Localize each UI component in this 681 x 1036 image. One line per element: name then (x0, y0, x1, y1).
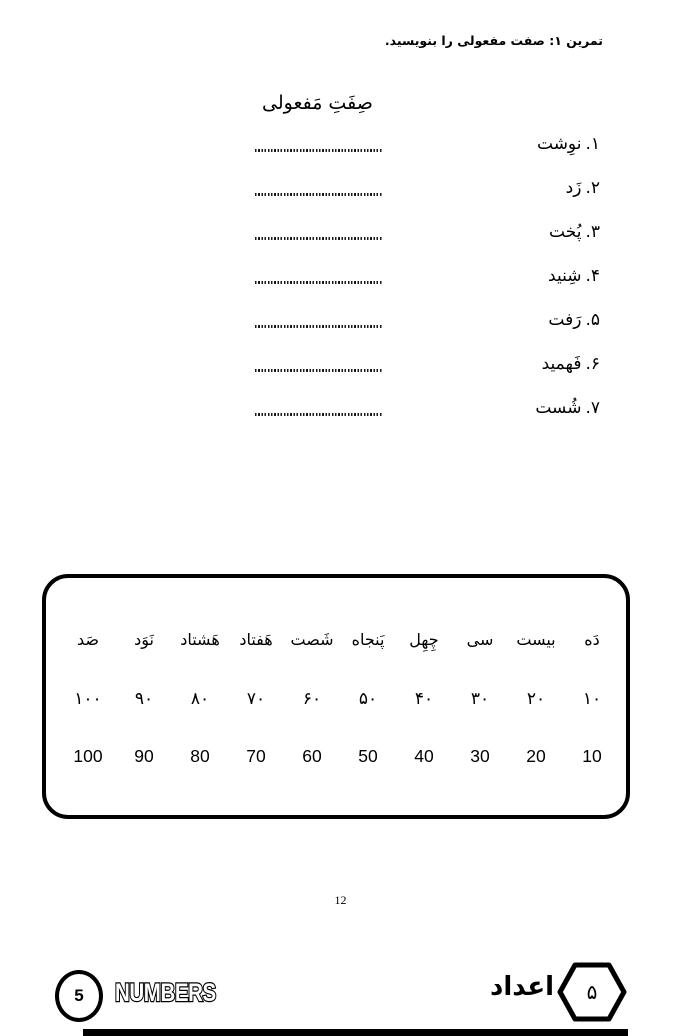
answer-blank-row (255, 134, 383, 178)
table-row-persian-words (60, 610, 620, 670)
verb-list (460, 134, 600, 442)
dotted-answer-line[interactable] (255, 369, 383, 372)
answer-blank-row (255, 266, 383, 310)
section-number-fa-wrapper (557, 962, 627, 1022)
table-cell: شَصت (290, 630, 334, 649)
table-cell: چِهِل (409, 630, 439, 649)
answer-blank-row (255, 178, 383, 222)
table-cell: 70 (246, 746, 266, 766)
table-cell: ۵۰ (358, 688, 378, 709)
table-cell: بیست (516, 630, 556, 649)
numbers-table (46, 578, 634, 823)
list-item (460, 398, 600, 442)
section-title-english: NUMBERS (115, 979, 216, 1007)
list-item-number: ۱. (585, 134, 600, 154)
dotted-answer-line[interactable] (255, 149, 383, 152)
list-item-verb: رَفت (548, 310, 582, 330)
list-item-verb: پُخت (549, 222, 582, 242)
section-title-persian: اعداد (490, 972, 554, 1002)
table-cell: ۷۰ (246, 688, 266, 709)
table-cell: ۹۰ (134, 688, 154, 709)
list-item (460, 134, 600, 178)
page-number: 12 (334, 893, 347, 907)
table-cell: 50 (358, 746, 378, 766)
table-cell: 60 (302, 746, 322, 766)
section-number-en: 5 (74, 986, 84, 1005)
list-item (460, 310, 600, 354)
list-item-verb: شِنید (548, 266, 582, 286)
table-cell: ۶۰ (302, 688, 322, 709)
answer-blank-row (255, 222, 383, 266)
list-item (460, 266, 600, 310)
dotted-answer-line[interactable] (255, 413, 383, 416)
dotted-answer-line[interactable] (255, 281, 383, 284)
answer-blank-row (255, 398, 383, 442)
list-item-number: ۲. (585, 178, 600, 198)
answer-column-heading: صِفَتِ مَفعولی (262, 92, 373, 114)
table-cell: هَفتاد (239, 630, 273, 649)
answer-blank-row (255, 354, 383, 398)
table-cell: صَد (77, 630, 99, 649)
list-item-number: ۳. (585, 222, 600, 242)
dotted-answer-line[interactable] (255, 193, 383, 196)
table-cell: 100 (73, 746, 103, 766)
table-cell: 10 (582, 746, 602, 766)
answer-blank-list (255, 134, 383, 442)
table-row-persian-numerals (60, 670, 620, 728)
table-cell: ۴۰ (414, 688, 434, 709)
section-divider-rule (83, 1029, 628, 1036)
table-cell: نَوَد (134, 630, 154, 649)
table-cell: 80 (190, 746, 210, 766)
list-item-number: ۷. (585, 398, 600, 418)
table-row-western-numerals (60, 728, 620, 786)
list-item (460, 222, 600, 266)
list-item (460, 178, 600, 222)
section-number-badge-en (55, 970, 103, 1022)
table-cell: ۳۰ (470, 688, 490, 709)
list-item-number: ۶. (585, 354, 600, 374)
table-cell: 90 (134, 746, 154, 766)
list-item-verb: شُست (535, 398, 582, 418)
numbers-table-box (42, 574, 630, 819)
section-number-fa: ۵ (586, 980, 598, 1004)
list-item-verb: فَهمید (541, 354, 582, 374)
exercise-instruction: تمرین ۱: صفت مفعولی را بنویسید. (384, 33, 603, 48)
dotted-answer-line[interactable] (255, 237, 383, 240)
table-cell: ۱۰۰ (74, 688, 102, 709)
table-cell: پَنجاه (351, 630, 385, 649)
answer-blank-row (255, 310, 383, 354)
table-cell: 30 (470, 746, 490, 766)
list-item-verb: نوِشت (537, 134, 582, 154)
list-item-verb: زَد (565, 178, 582, 198)
table-cell: ۱۰ (582, 688, 602, 709)
table-cell: 20 (526, 746, 546, 766)
section-number-badge-fa (557, 962, 627, 1022)
list-item (460, 354, 600, 398)
table-cell: ۲۰ (526, 688, 546, 709)
list-item-number: ۵. (585, 310, 600, 330)
table-cell: دَه (584, 630, 600, 649)
dotted-answer-line[interactable] (255, 325, 383, 328)
list-item-number: ۴. (585, 266, 600, 286)
table-cell: ۸۰ (190, 688, 210, 709)
table-cell: 40 (414, 746, 434, 766)
table-cell: سی (466, 630, 494, 649)
table-cell: هَشتاد (180, 630, 220, 649)
